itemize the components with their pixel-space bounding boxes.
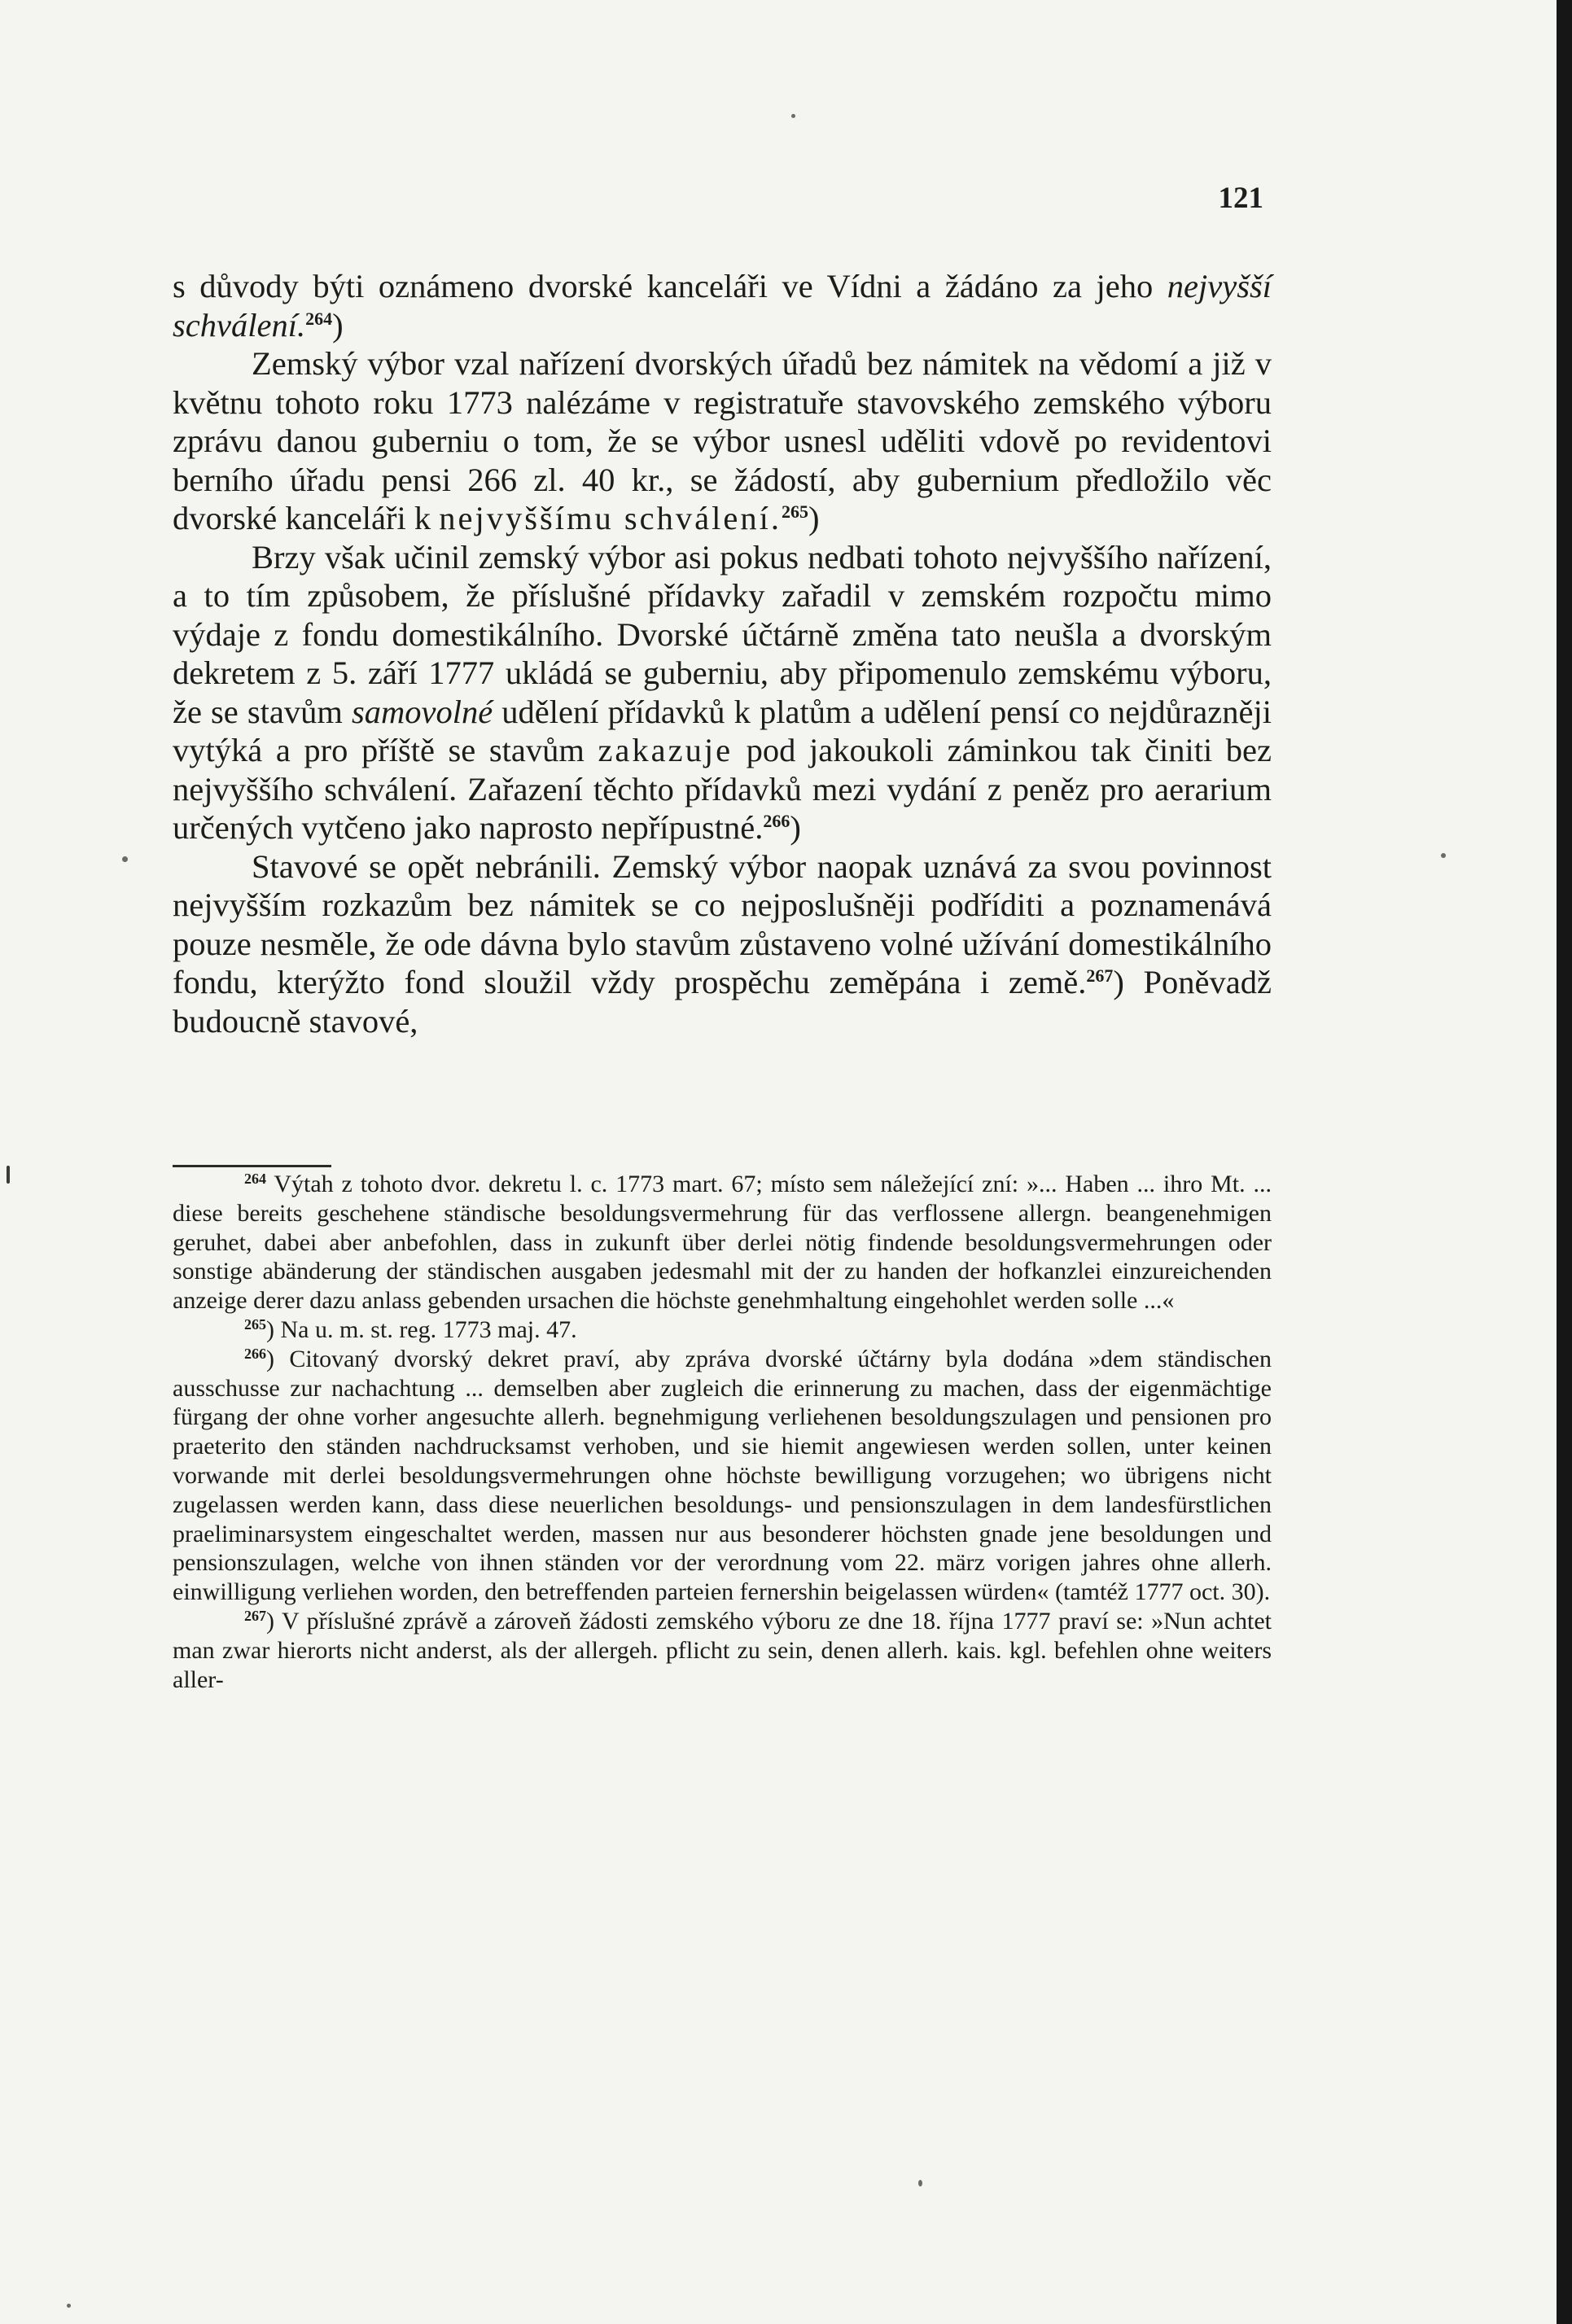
paragraph-3-text-b: udělení přídavků k platům a udělení pensí co nejdůrazněji vytýká a pro příště se stavům: [173, 693, 1272, 768]
footnote-265-text: ) Na u. m. st. reg. 1773 maj. 47.: [266, 1315, 577, 1343]
paragraph-4: [173, 847, 1272, 1041]
footnote-267: [173, 1607, 1272, 1694]
paragraph-2-spaced: nejvyššímu schválení.: [439, 500, 782, 536]
footnote-number-266: 266: [244, 1345, 266, 1362]
footnotes: [173, 1170, 1272, 1694]
footnote-265: [173, 1315, 1272, 1345]
footnote-267-text: ) V příslušné zprávě a zároveň žádosti zemského výboru ze dne 18. října 1777 praví se: »Nun achtet man zwar hierorts nicht anderst, als der allergeh. pflicht zu sein, denen allerh. kais. kgl. befehlen ohne weiters aller-: [173, 1607, 1272, 1693]
footnote-ref-264: 264: [305, 308, 333, 329]
paragraph-1-italic: nejvyšší schválení.: [173, 268, 1272, 344]
paragraph-3-text-a: Brzy však učinil zemský výbor asi pokus nedbati tohoto nejvyššího nařízení, a to tím způsobem, že příslušné přídavky zařadil v zemském rozpočtu mimo výdaje z fondu domestikálního. Dvorské účtárně změna tato neušla a dvorským dekretem z 5. září 1777 ukládá se guberniu, aby připomenulo zemskému výboru, že se stavům: [173, 538, 1272, 730]
footnote-number-265: 265: [244, 1315, 266, 1333]
paragraph-3-italic: samovolné: [351, 693, 493, 730]
footnote-ref-265: 265: [781, 501, 808, 522]
scan-speck: [122, 856, 128, 862]
paragraph-2: [173, 344, 1272, 538]
paragraph-4-text-b: ) Poněvadž budoucně stavové,: [173, 964, 1272, 1039]
footnote-264-text: Výtah z tohoto dvor. dekretu l. c. 1773 mart. 67; místo sem náležející zní: »... Haben ... ihro Mt. ... diese bereits geschehene ständische besoldungsvermehrung für das verflossene allergn. beangenehmigen geruhet, dabei aber anbefohlen, dass in zukunft über derlei nötig findende besoldungsvermehrungen oder sonstige abänderung der ständischen ausgaben jedesmahl mit der zu handen der hofkanzlei einzureichenden anzeige derer dazu anlass gebenden ursachen die höchste genehmhaltung eingehohlet werden solle ...«: [173, 1171, 1272, 1315]
footnote-number-267: 267: [244, 1607, 266, 1624]
paragraph-2-text: Zemský výbor vzal nařízení dvorských úřadů bez námitek na vědomí a již v květnu tohoto roku 1773 nalézáme v registratuře stavovského zemského výboru zprávu danou guberniu o tom, že se výbor usnesl uděliti vdově po revidentovi berního úřadu pensi 266 zl. 40 kr., se žádostí, aby gubernium předložilo věc dvorské kanceláři k: [173, 345, 1272, 536]
scan-speck: [67, 2304, 71, 2308]
paragraph-1-end: ): [332, 306, 344, 344]
footnote-divider: [173, 1165, 331, 1167]
paragraph-1: [173, 267, 1272, 344]
paragraph-3-spaced: zakazuje: [598, 732, 733, 768]
scan-speck: [791, 114, 795, 118]
paragraph-2-end: ): [808, 500, 820, 536]
footnote-ref-266: 266: [763, 811, 790, 831]
page-number: 121: [1218, 182, 1263, 215]
scan-dark-edge: [1557, 0, 1572, 2324]
scan-speck: [7, 1166, 10, 1184]
paragraph-3-end: ): [790, 809, 801, 846]
paragraph-1-text: s důvody býti oznámeno dvorské kanceláři ve Vídni a žádáno za jeho: [173, 268, 1167, 304]
footnote-number-264: 264: [244, 1171, 266, 1187]
main-text: [173, 267, 1272, 1040]
footnote-ref-267: 267: [1086, 965, 1114, 986]
scan-speck: [918, 2180, 922, 2186]
footnote-264: [173, 1170, 1272, 1315]
paragraph-4-text-a: Stavové se opět nebránili. Zemský výbor naopak uznává za svou povinnost nejvyšším rozkazům bez námitek se co nejposlušněji podříditi a poznamenává pouze nesměle, že ode dávna bylo stavům zůstaveno volné užívání domestikálního fondu, kterýžto fond sloužil vždy prospěchu zeměpána i země.: [173, 847, 1272, 1000]
footnote-266-text: ) Citovaný dvorský dekret praví, aby zpráva dvorské účtárny byla dodána »dem ständischen ausschusse zur nachachtung ... demselben aber zugleich die erinnerung zu machen, dass der eigenmächtige fürgang der ohne vorher angesuchte allerh. begnehmigung verliehenen besoldungszulagen und pensionen pro praeterito den ständen nachdrucksamst verhoben, und sie hiemit angewiesen werden sollen, unter keinen vorwande mit derlei besoldungsvermehrungen ohne höchste bewilligung vorzugehen; wo übrigens nicht zugelassen werden kann, dass diese neuerlichen besoldungs- und pensionszulagen in dem landesfürstlichen praeliminarsystem eingeschaltet werden, massen nur aus besonderer höchsten gnade jene besoldungen und pensionszulagen, welche von ihnen ständen vor der verordnung vom 22. märz vorigen jahres ohne allerh. einwilligung verliehen worden, den betreffenden parteien fernershin beigelassen würden« (tamtéž 1777 oct. 30).: [173, 1345, 1272, 1606]
paragraph-3: [173, 538, 1272, 847]
paragraph-3-text-c: pod jakoukoli záminkou tak činiti bez nejvyššího schválení. Zařazení těchto přídavků mezi vydání z peněz pro aerarium určených vytčeno jako naprosto nepřípustné.: [173, 732, 1272, 846]
footnote-266: [173, 1345, 1272, 1607]
scan-speck: [1441, 853, 1446, 858]
